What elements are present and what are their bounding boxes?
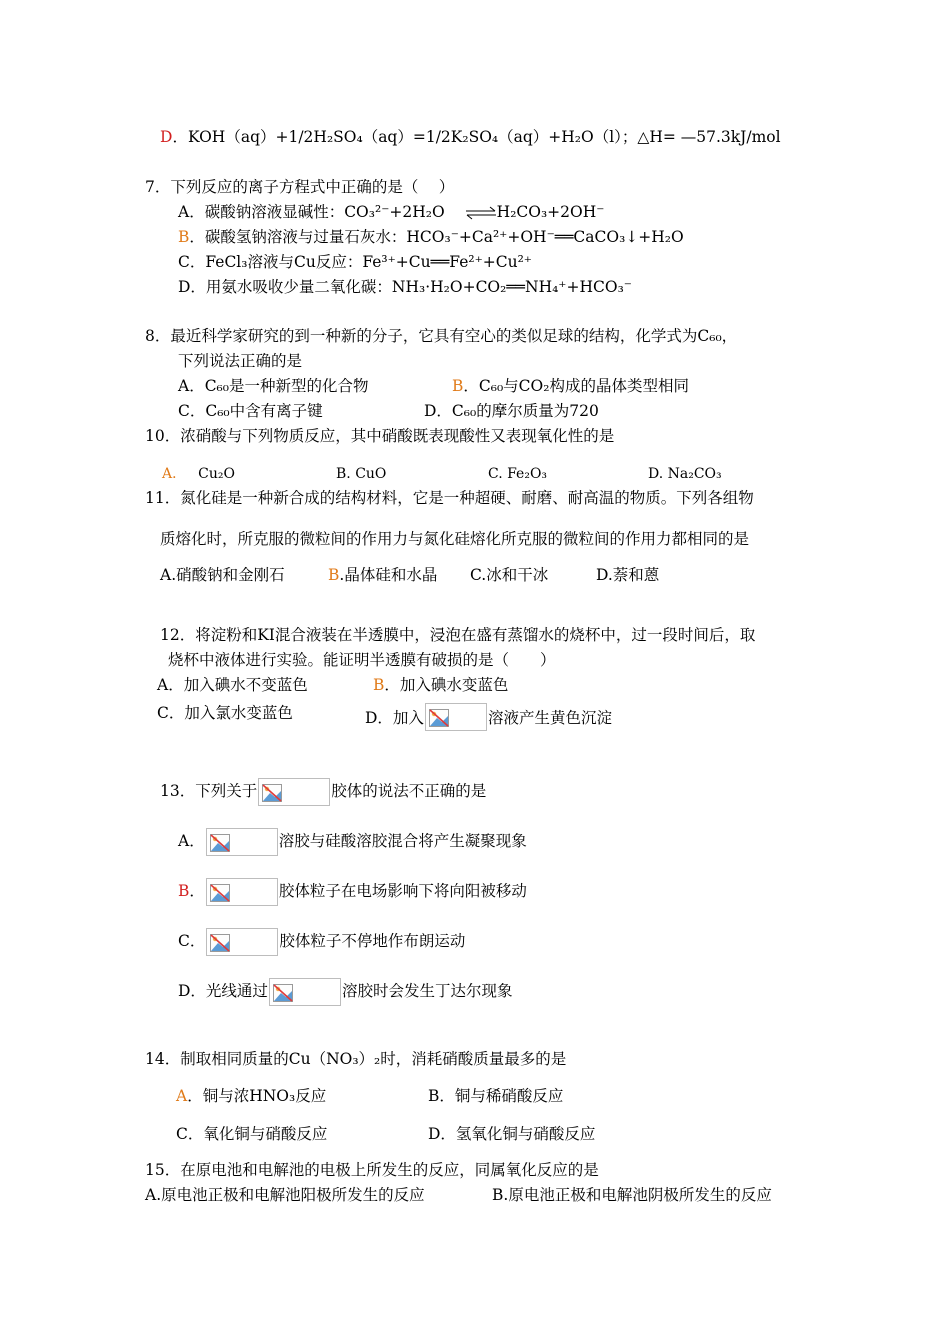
option-text-pre: A．	[178, 832, 205, 850]
broken-image-icon	[425, 703, 487, 731]
q12-option-a: A．加入碘水不变蓝色	[157, 676, 308, 694]
q8-stem-cont: 下列说法正确的是	[178, 352, 303, 370]
broken-image-icon	[269, 978, 341, 1006]
q11-option-d: D.萘和蒽	[596, 566, 660, 584]
option-text-pre: C．	[178, 932, 206, 950]
q11-option-c: C.冰和干冰	[470, 566, 549, 584]
broken-image-icon	[206, 928, 278, 956]
q8-option-b	[452, 376, 689, 396]
broken-image-icon	[206, 878, 278, 906]
q14-option-c: C．氧化铜与硝酸反应	[176, 1125, 328, 1143]
q10-option-c: C. Fe₂O₃	[488, 466, 548, 482]
option-text: ．加入碘水变蓝色	[384, 676, 509, 694]
q13-option-b	[178, 878, 527, 906]
answer-label: B	[178, 882, 190, 900]
q15-stem: 15．在原电池和电解池的电极上所发生的反应，同属氧化反应的是	[145, 1161, 599, 1179]
q7-option-a	[178, 202, 604, 222]
q13-option-c	[178, 928, 465, 956]
q8-stem: 8．最近科学家研究的到一种新的分子，它具有空心的类似足球的结构，化学式为C₆₀，	[145, 327, 738, 345]
option-text: Cu₂O	[198, 466, 235, 482]
q7-option-d: D．用氨水吸收少量二氧化碳：NH₃·H₂O+CO₂══NH₄⁺+HCO₃⁻	[178, 278, 632, 296]
q15-option-b: B.原电池正极和电解池阴极所发生的反应	[492, 1186, 772, 1204]
q11-stem: 11．氮化硅是一种新合成的结构材料，它是一种超硬、耐磨、耐高温的物质。下列各组物	[145, 489, 754, 507]
q12-stem: 12．将淀粉和KI混合液装在半透膜中，浸泡在盛有蒸馏水的烧杯中，过一段时间后，取	[160, 626, 756, 644]
option-text-pre: ．	[189, 882, 205, 900]
q10-option-a	[162, 464, 235, 484]
q7-option-b	[178, 227, 684, 247]
option-text-post: 溶液产生黄色沉淀	[487, 709, 612, 727]
answer-label: B	[328, 566, 340, 584]
option-text-post: 胶体粒子不停地作布朗运动	[279, 932, 466, 950]
q8-option-d: D．C₆₀的摩尔质量为720	[424, 402, 599, 420]
q13-option-d	[178, 978, 512, 1006]
option-text-post: 溶胶与硅酸溶胶混合将产生凝聚现象	[278, 832, 527, 850]
option-text: .晶体硅和水晶	[339, 566, 438, 584]
q7-stem: 7．下列反应的离子方程式中正确的是（ ）	[145, 178, 455, 196]
option-text: ．KOH（aq）+1/2H₂SO₄（aq）=1/2K₂SO₄（aq）+H₂O（l）；△H= —57.3kJ/mol	[172, 128, 781, 146]
answer-label: B	[373, 676, 385, 694]
q13-option-a	[178, 828, 527, 856]
q10-option-b: B. CuO	[336, 466, 387, 482]
q14-option-a	[176, 1086, 326, 1106]
q8-option-a: A．C₆₀是一种新型的化合物	[178, 377, 369, 395]
q12-option-d	[365, 703, 612, 731]
q12-stem-cont: 烧杯中液体进行实验。能证明半透膜有破损的是（ ）	[168, 651, 556, 669]
option-text-post: 溶胶时会发生丁达尔现象	[341, 982, 513, 1000]
q11-stem-cont: 质熔化时，所克服的微粒间的作用力与氮化硅熔化所克服的微粒间的作用力都相同的是	[160, 530, 750, 548]
option-text-post: 胶体粒子在电场影响下将向阳被移动	[278, 882, 527, 900]
answer-label: A	[176, 1087, 188, 1105]
q13-stem	[160, 778, 486, 806]
broken-image-icon	[206, 828, 278, 856]
broken-image-icon	[258, 778, 330, 806]
option-text-pre: D．光线通过	[178, 982, 268, 1000]
q11-option-b	[328, 565, 437, 585]
stem-text-pre: 13．下列关于	[160, 782, 258, 800]
q8-option-c: C．C₆₀中含有离子键	[178, 402, 323, 420]
q14-option-d: D．氢氧化铜与硝酸反应	[428, 1125, 596, 1143]
q12-option-b	[373, 675, 508, 695]
q10-option-d: D. Na₂CO₃	[648, 466, 722, 482]
equilibrium-arrow-icon	[465, 206, 497, 220]
option-text: ．碳酸氢钠溶液与过量石灰水：HCO₃⁻+Ca²⁺+OH⁻══CaCO₃↓+H₂O	[189, 228, 684, 246]
option-text: ．C₆₀与CO₂构成的晶体类型相同	[463, 377, 689, 395]
q10-stem: 10．浓硝酸与下列物质反应，其中硝酸既表现酸性又表现氧化性的是	[145, 427, 615, 445]
q6-option-d	[160, 127, 781, 147]
answer-label: A．	[162, 466, 187, 482]
option-text: ．铜与浓HNO₃反应	[187, 1087, 327, 1105]
answer-label: B	[452, 377, 464, 395]
q12-option-c: C．加入氯水变蓝色	[157, 704, 293, 722]
option-text-pre: A．碳酸钠溶液显碱性：CO₃²⁻+2H₂O	[178, 203, 445, 221]
answer-label: B	[178, 228, 190, 246]
q11-option-a: A.硝酸钠和金刚石	[160, 566, 285, 584]
option-text-post: H₂CO₃+2OH⁻	[496, 203, 605, 221]
answer-label: D	[160, 128, 173, 146]
option-text-pre: D．加入	[365, 709, 424, 727]
q14-option-b: B．铜与稀硝酸反应	[428, 1087, 564, 1105]
stem-text-post: 胶体的说法不正确的是	[331, 782, 487, 800]
q15-option-a: A.原电池正极和电解池阳极所发生的反应	[145, 1186, 425, 1204]
q14-stem: 14．制取相同质量的Cu（NO₃）₂时，消耗硝酸质量最多的是	[145, 1050, 567, 1068]
q7-option-c: C．FeCl₃溶液与Cu反应：Fe³⁺+Cu══Fe²⁺+Cu²⁺	[178, 253, 532, 271]
